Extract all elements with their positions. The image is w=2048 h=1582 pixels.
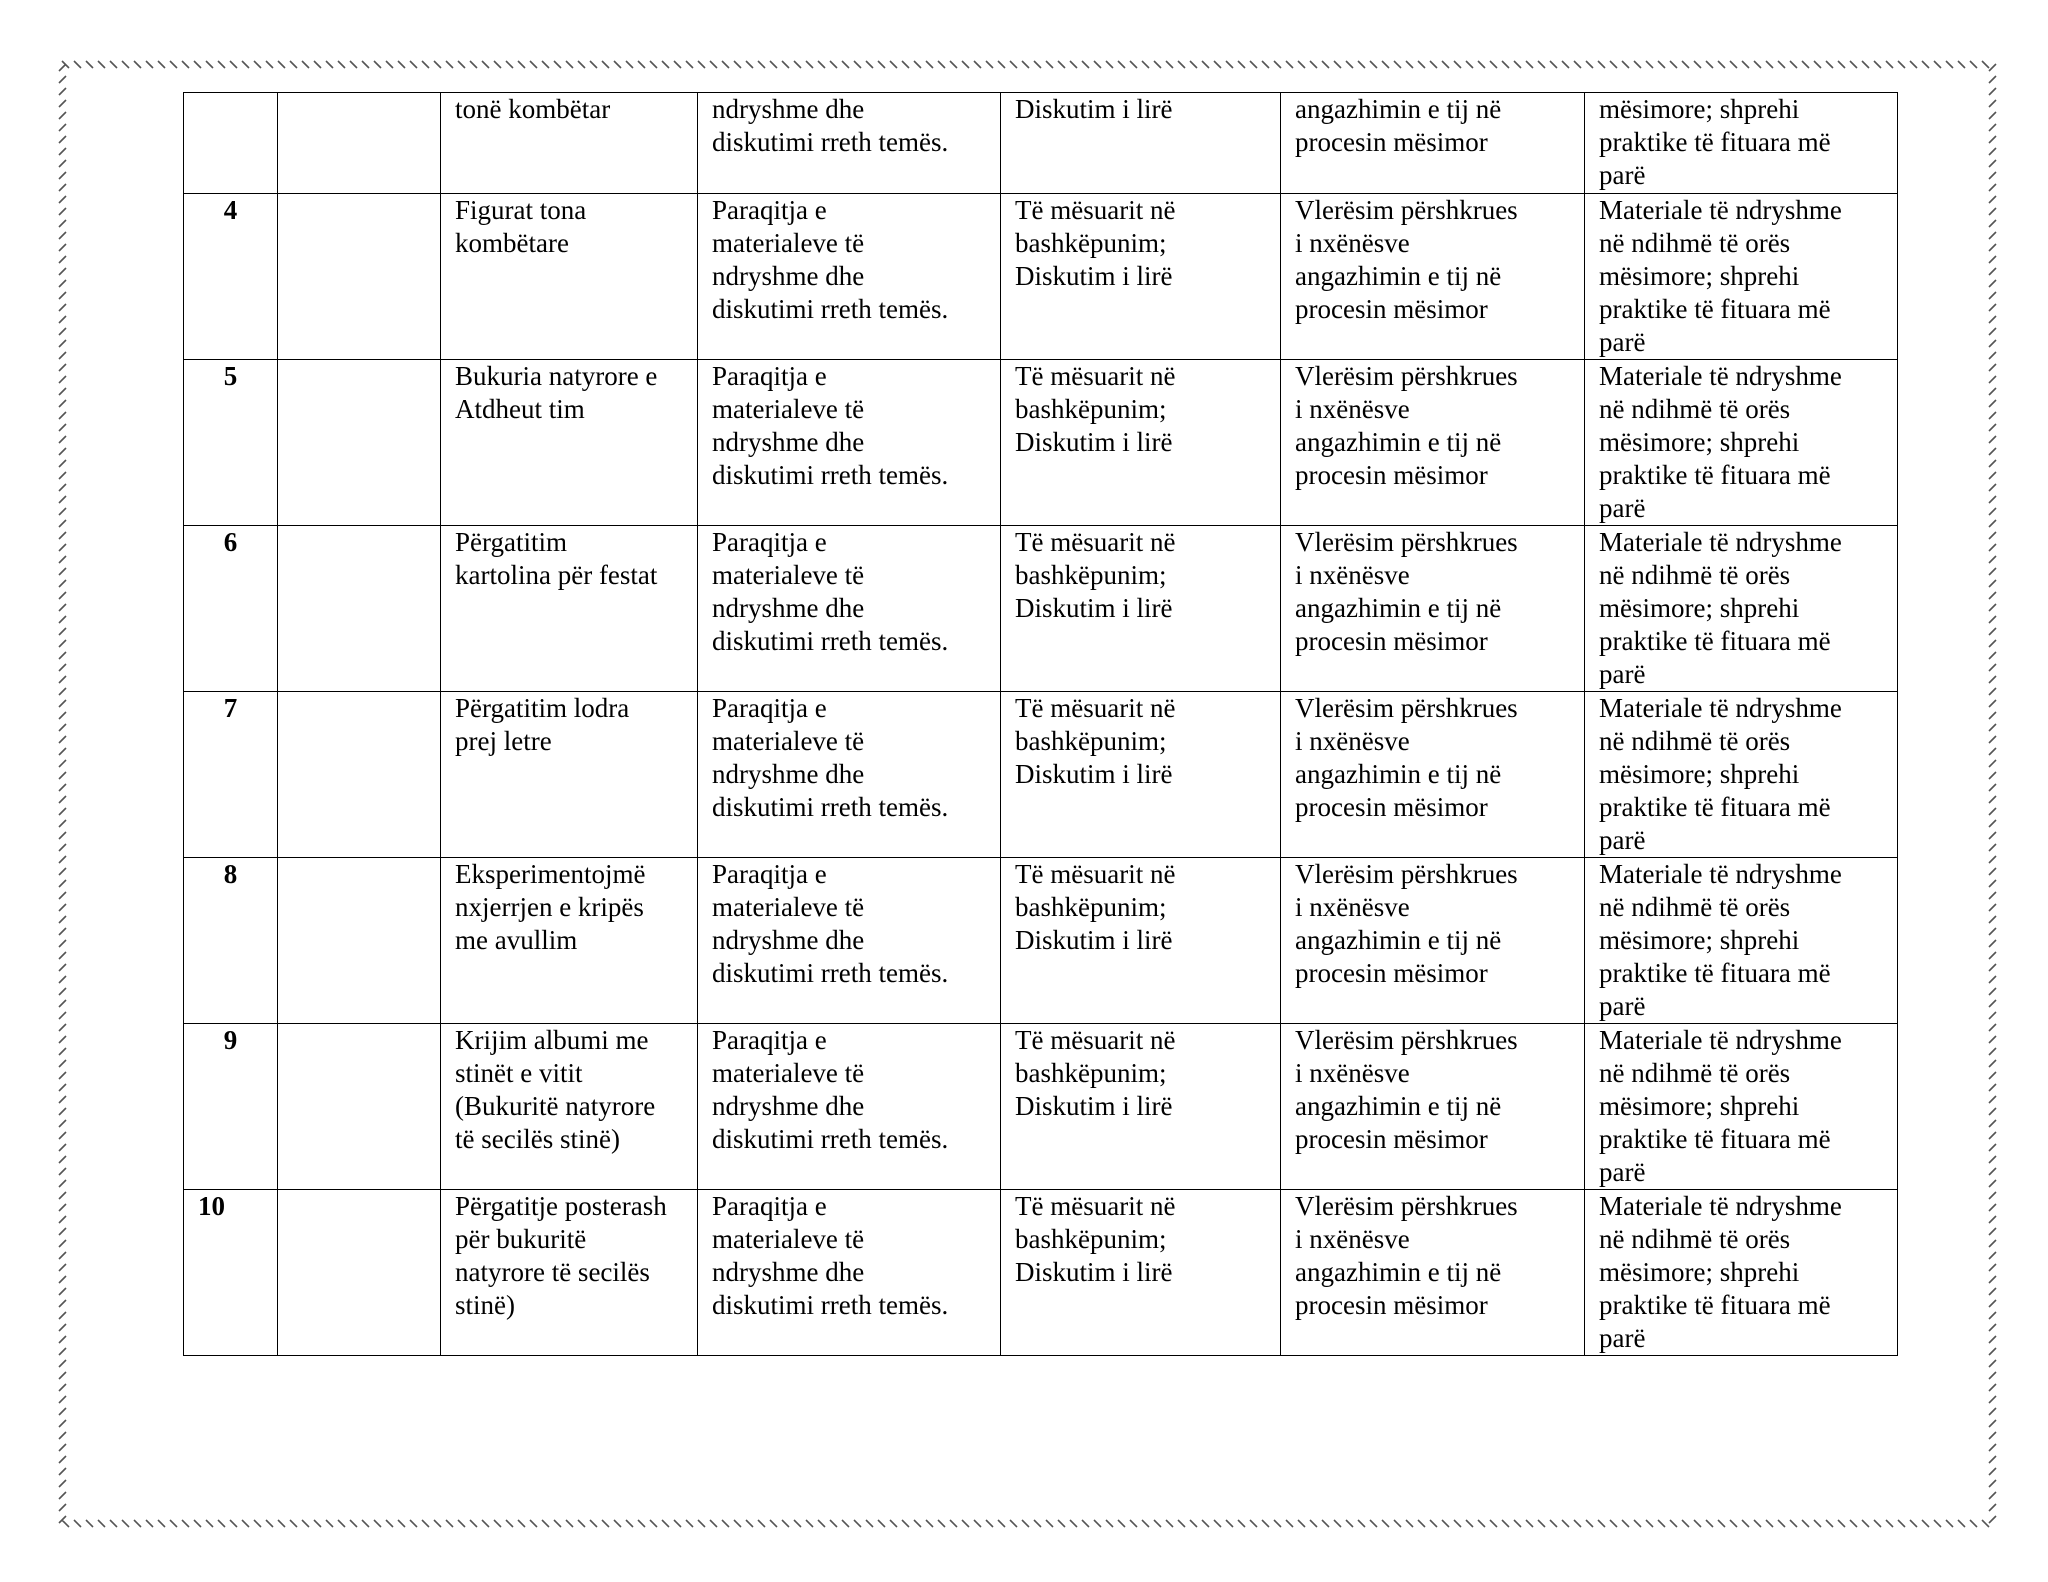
- topic-cell: Figurat tona kombëtare: [441, 194, 698, 360]
- method-cell: Të mësuarit në bashkëpunim; Diskutim i lirë: [1001, 360, 1281, 526]
- method-cell: Të mësuarit në bashkëpunim; Diskutim i lirë: [1001, 194, 1281, 360]
- table-row: [184, 1190, 1898, 1356]
- table-row: [184, 194, 1898, 360]
- table-row: [184, 858, 1898, 1024]
- assessment-cell: Vlerësim përshkrues i nxënësve angazhimin e tij në procesin mësimor: [1281, 360, 1585, 526]
- resources-cell: Materiale të ndryshme në ndihmë të orës mësimore; shprehi praktike të fituara më parë: [1585, 360, 1898, 526]
- empty-column-cell: [278, 526, 441, 692]
- method-cell: Të mësuarit në bashkëpunim; Diskutim i lirë: [1001, 858, 1281, 1024]
- lesson-number-cell: [184, 93, 278, 194]
- resources-cell: Materiale të ndryshme në ndihmë të orës mësimore; shprehi praktike të fituara më parë: [1585, 1024, 1898, 1190]
- table-row: [184, 526, 1898, 692]
- activity-cell: Paraqitja e materialeve të ndryshme dhe diskutimi rreth temës.: [698, 692, 1001, 858]
- activity-cell: Paraqitja e materialeve të ndryshme dhe diskutimi rreth temës.: [698, 194, 1001, 360]
- resources-cell: Materiale të ndryshme në ndihmë të orës mësimore; shprehi praktike të fituara më parë: [1585, 858, 1898, 1024]
- resources-cell: mësimore; shprehi praktike të fituara më parë: [1585, 93, 1898, 194]
- method-cell: Të mësuarit në bashkëpunim; Diskutim i lirë: [1001, 1024, 1281, 1190]
- empty-column-cell: [278, 1190, 441, 1356]
- topic-cell: Bukuria natyrore e Atdheut tim: [441, 360, 698, 526]
- lesson-plan-table: [183, 92, 1898, 1356]
- activity-cell: Paraqitja e materialeve të ndryshme dhe diskutimi rreth temës.: [698, 526, 1001, 692]
- lesson-number-cell: 10: [184, 1190, 278, 1356]
- lesson-number-cell: 9: [184, 1024, 278, 1190]
- table-row: [184, 360, 1898, 526]
- empty-column-cell: [278, 360, 441, 526]
- method-cell: Diskutim i lirë: [1001, 93, 1281, 194]
- table-row: [184, 93, 1898, 194]
- lesson-number-cell: 7: [184, 692, 278, 858]
- resources-cell: Materiale të ndryshme në ndihmë të orës mësimore; shprehi praktike të fituara më parë: [1585, 692, 1898, 858]
- assessment-cell: Vlerësim përshkrues i nxënësve angazhimin e tij në procesin mësimor: [1281, 194, 1585, 360]
- empty-column-cell: [278, 93, 441, 194]
- assessment-cell: Vlerësim përshkrues i nxënësve angazhimin e tij në procesin mësimor: [1281, 1190, 1585, 1356]
- empty-column-cell: [278, 1024, 441, 1190]
- assessment-cell: Vlerësim përshkrues i nxënësve angazhimin e tij në procesin mësimor: [1281, 858, 1585, 1024]
- activity-cell: Paraqitja e materialeve të ndryshme dhe diskutimi rreth temës.: [698, 360, 1001, 526]
- assessment-cell: Vlerësim përshkrues i nxënësve angazhimin e tij në procesin mësimor: [1281, 1024, 1585, 1190]
- lesson-number-cell: 8: [184, 858, 278, 1024]
- topic-cell: Krijim albumi me stinët e vitit (Bukuritë natyrore të secilës stinë): [441, 1024, 698, 1190]
- assessment-cell: angazhimin e tij në procesin mësimor: [1281, 93, 1585, 194]
- assessment-cell: Vlerësim përshkrues i nxënësve angazhimin e tij në procesin mësimor: [1281, 526, 1585, 692]
- topic-cell: Eksperimentojmë nxjerrjen e kripës me avullim: [441, 858, 698, 1024]
- lesson-number-cell: 6: [184, 526, 278, 692]
- topic-cell: Përgatitim lodra prej letre: [441, 692, 698, 858]
- method-cell: Të mësuarit në bashkëpunim; Diskutim i lirë: [1001, 1190, 1281, 1356]
- activity-cell: Paraqitja e materialeve të ndryshme dhe diskutimi rreth temës.: [698, 1024, 1001, 1190]
- resources-cell: Materiale të ndryshme në ndihmë të orës mësimore; shprehi praktike të fituara më parë: [1585, 526, 1898, 692]
- topic-cell: tonë kombëtar: [441, 93, 698, 194]
- table-row: [184, 692, 1898, 858]
- resources-cell: Materiale të ndryshme në ndihmë të orës mësimore; shprehi praktike të fituara më parë: [1585, 1190, 1898, 1356]
- activity-cell: Paraqitja e materialeve të ndryshme dhe diskutimi rreth temës.: [698, 1190, 1001, 1356]
- method-cell: Të mësuarit në bashkëpunim; Diskutim i lirë: [1001, 526, 1281, 692]
- table-body: [184, 93, 1898, 1356]
- resources-cell: Materiale të ndryshme në ndihmë të orës mësimore; shprehi praktike të fituara më parë: [1585, 194, 1898, 360]
- method-cell: Të mësuarit në bashkëpunim; Diskutim i lirë: [1001, 692, 1281, 858]
- lesson-number-cell: 5: [184, 360, 278, 526]
- table-row: [184, 1024, 1898, 1190]
- assessment-cell: Vlerësim përshkrues i nxënësve angazhimin e tij në procesin mësimor: [1281, 692, 1585, 858]
- topic-cell: Përgatitim kartolina për festat: [441, 526, 698, 692]
- activity-cell: Paraqitja e materialeve të ndryshme dhe diskutimi rreth temës.: [698, 858, 1001, 1024]
- lesson-number-cell: 4: [184, 194, 278, 360]
- empty-column-cell: [278, 858, 441, 1024]
- activity-cell: ndryshme dhe diskutimi rreth temës.: [698, 93, 1001, 194]
- empty-column-cell: [278, 194, 441, 360]
- topic-cell: Përgatitje posterash për bukuritë natyrore të secilës stinë): [441, 1190, 698, 1356]
- empty-column-cell: [278, 692, 441, 858]
